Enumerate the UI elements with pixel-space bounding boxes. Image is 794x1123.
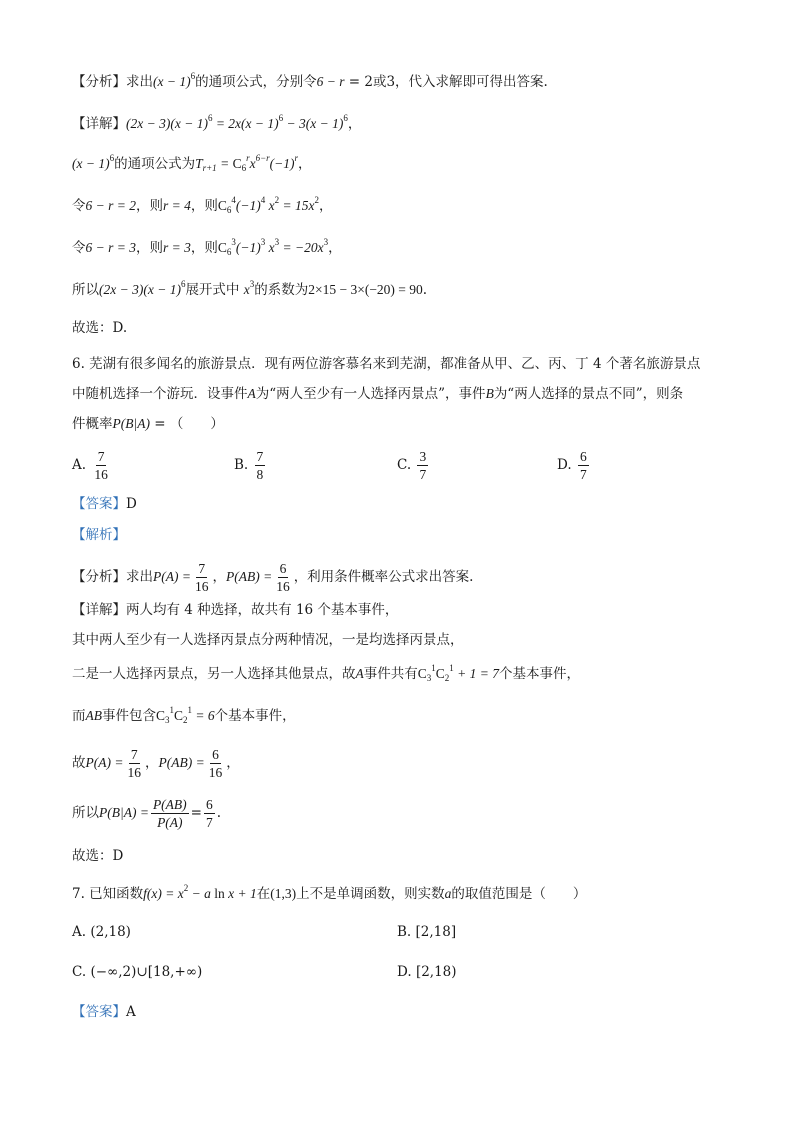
q7-answer-line: 【答案】A bbox=[72, 1004, 136, 1020]
fraction: $\frac{6}{7}$ bbox=[579, 449, 587, 482]
q7-stem: 7. 已知函数$f(x) = x^2 - a$ ln x + 1在(1,3)上不是单调函数，则实数a的取值范围是（ ） bbox=[72, 883, 587, 902]
answer-tag: 【答案】 bbox=[72, 1004, 126, 1020]
q6-answer-line: 【答案】D bbox=[72, 496, 137, 512]
fraction: $\frac{3}{7}$ bbox=[419, 449, 427, 482]
q6-jiexi-line bbox=[72, 525, 734, 545]
analysis-tag: 【分析】 bbox=[72, 74, 126, 90]
q6-option-b: B. $\frac{7}{8}$ bbox=[234, 449, 264, 482]
q5-case-r4: 令6 − r = 2，则r = 4，则$C_6^4(-1)^4$ $x^2 = 15x^2$， bbox=[72, 195, 333, 215]
q6-detail-4: 而AB事件包含$C_3^1C_2^1 = 6$个基本事件， bbox=[72, 705, 296, 725]
q7-option-a: A. (2,18) bbox=[72, 924, 131, 940]
q5-general-term: $(x - 1)^6$的通项公式为$T_{r+1} = C_6^rx^{6-r}(-1)^r$， bbox=[72, 153, 312, 173]
q6-answer-final: 故选：D bbox=[72, 848, 124, 864]
q5-detail-line: 【详解】$(2x - 3)(x - 1)^6 = 2x(x - 1)^6 - 3(x - 1)^6$， bbox=[72, 113, 362, 132]
jiexi-tag: 【解析】 bbox=[72, 527, 126, 543]
q6-option-d: D. $\frac{6}{7}$ bbox=[557, 449, 587, 482]
q6-detail-1: 【详解】两人均有 4 种选择，故共有 16 个基本事件， bbox=[72, 602, 399, 618]
q6-stem-line3: 件概率P(B|A) = （ ） bbox=[72, 416, 224, 432]
q7-option-c: C. (−∞,2)∪[18,+∞) bbox=[72, 964, 203, 980]
q6-stem-line1: 6. 芜湖有很多闻名的旅游景点．现有两位游客慕名来到芜湖，都准备从甲、乙、丙、丁 4 个著名旅游景点 bbox=[72, 356, 701, 372]
q6-stem-line2: 中随机选择一个游玩．设事件A为“两人至少有一人选择丙景点”，事件B为“两人选择的景点不同”，则条 bbox=[72, 386, 684, 402]
q5-case-r3: 令6 − r = 3，则r = 3，则$C_6^3(-1)^3$ $x^3 = -20x^3$， bbox=[72, 237, 342, 257]
answer-tag: 【答案】 bbox=[72, 496, 126, 512]
q6-detail-3: 二是一人选择丙景点，另一人选择其他景点，故A事件共有$C_3^1C_2^1 + 1 = 7$个基本事件， bbox=[72, 663, 581, 683]
q6-option-a: A. $\frac{7}{16}$ bbox=[72, 449, 108, 482]
q5-answer: 故选：D. bbox=[72, 320, 128, 336]
q5-analysis-line: 【分析】求出$(x - 1)^6$的通项公式，分别令6 − r = 2或3，代入求解即可得出答案. bbox=[72, 71, 548, 90]
q5-conclusion: 所以$(2x - 3)(x - 1)^6$展开式中 $x^3$的系数为2×15 − 3×(−20) = 90. bbox=[72, 279, 428, 298]
q6-detail-2: 其中两人至少有一人选择丙景点分两种情况，一是均选择丙景点， bbox=[72, 632, 464, 648]
q6-detail-5: 故P(A) = $\frac{7}{16}$ ，P(AB) = $\frac{6}{16}$ ， bbox=[72, 747, 240, 780]
q7-option-d: D. [2,18) bbox=[397, 964, 457, 980]
q7-option-b: B. [2,18] bbox=[397, 924, 457, 940]
fraction: $\frac{7}{8}$ bbox=[256, 449, 264, 482]
q6-option-c: C. $\frac{3}{7}$ bbox=[397, 449, 427, 482]
q6-detail-6: 所以P(B|A) = $\frac{P(AB)}{P(A)}$ = $\frac{6}{7}$ . bbox=[72, 797, 222, 830]
detail-tag: 【详解】 bbox=[72, 116, 126, 132]
fraction: $\frac{7}{16}$ bbox=[94, 449, 108, 482]
q6-analysis: 【分析】求出P(A) = $\frac{7}{16}$ ，P(AB) = $\frac{6}{16}$ ，利用条件概率公式求出答案. bbox=[72, 561, 474, 594]
